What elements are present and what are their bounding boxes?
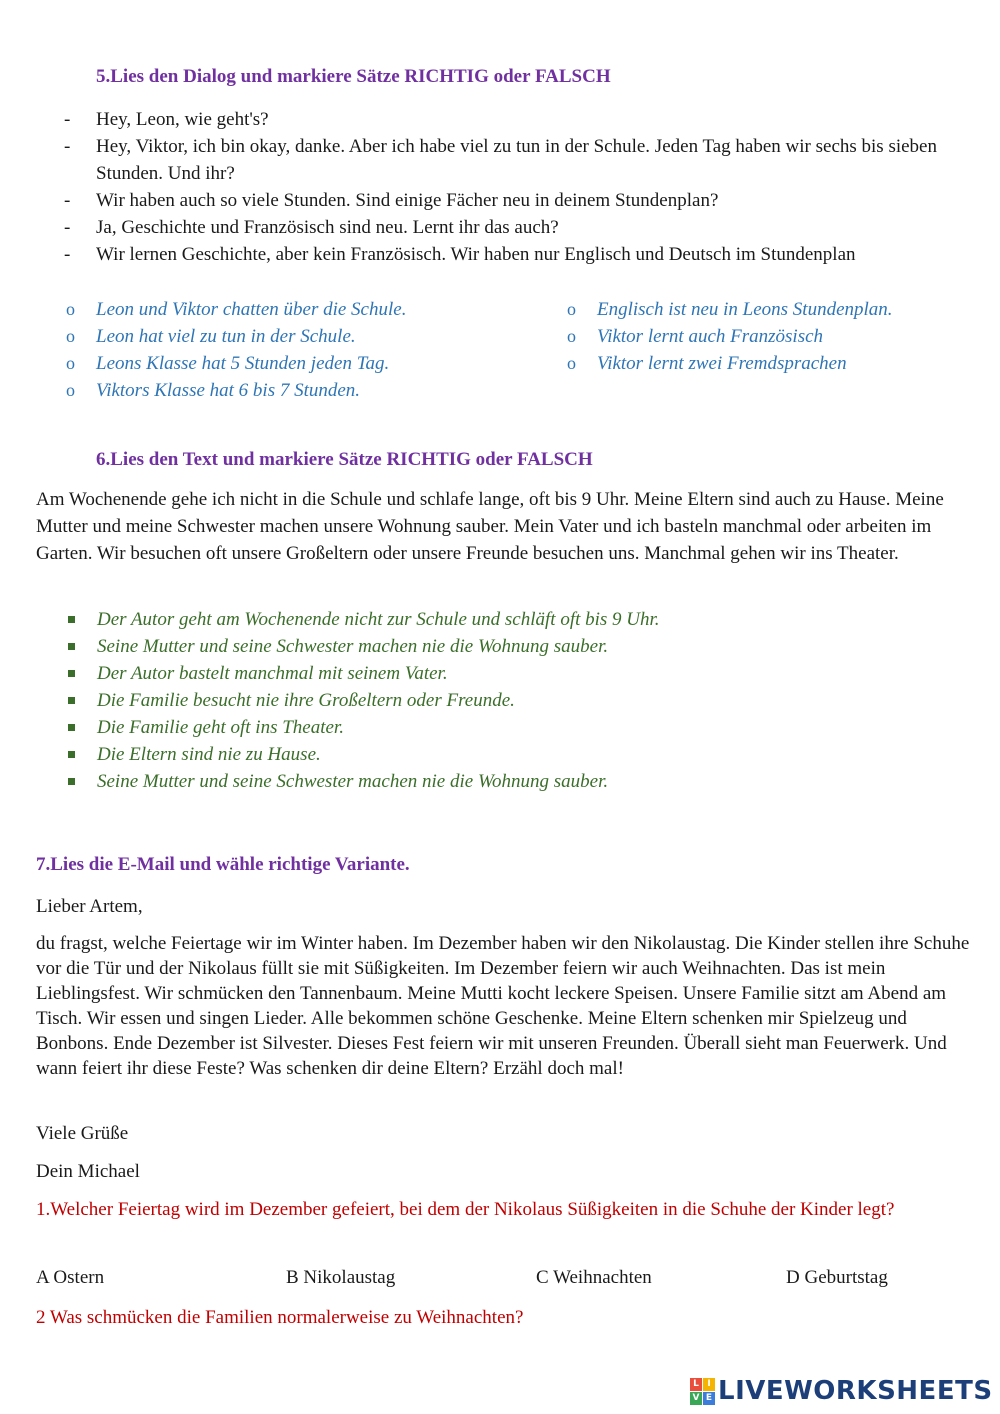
- statement-item[interactable]: Seine Mutter und seine Schwester machen nie die Wohnung sauber.: [64, 768, 660, 795]
- square-bullet-icon: [68, 670, 75, 677]
- option-item[interactable]: o Viktor lernt zwei Fremdsprachen: [567, 350, 893, 377]
- email-greeting: Lieber Artem,: [36, 896, 143, 917]
- option-item[interactable]: o Englisch ist neu in Leons Stundenplan.: [567, 296, 893, 323]
- square-bullet-icon: [68, 724, 75, 731]
- email-closing: Viele Grüße: [36, 1123, 129, 1144]
- section5-heading: 5.Lies den Dialog und markiere Sätze RICHTIG oder FALSCH: [96, 66, 611, 87]
- square-bullet-icon: [68, 751, 75, 758]
- dialog-line: - Wir haben auch so viele Stunden. Sind einige Fächer neu in deinem Stundenplan?: [64, 190, 719, 211]
- question-2: 2 Was schmücken die Familien normalerweise zu Weihnachten?: [36, 1307, 524, 1328]
- logo-text: LIVEWORKSHEETS: [718, 1376, 993, 1406]
- statement-item[interactable]: Der Autor geht am Wochenende nicht zur Schule und schläft oft bis 9 Uhr.: [64, 606, 660, 633]
- statement-item[interactable]: Der Autor bastelt manchmal mit seinem Vater.: [64, 660, 660, 687]
- answer-option[interactable]: B Nikolaustag: [286, 1267, 396, 1288]
- statement-item[interactable]: Die Familie besucht nie ihre Großeltern oder Freunde.: [64, 687, 660, 714]
- answer-option[interactable]: D Geburtstag: [786, 1267, 888, 1288]
- dialog-line: - Ja, Geschichte und Französisch sind neu. Lernt ihr das auch?: [64, 217, 559, 238]
- statements-list: [64, 606, 660, 795]
- section6-text: Am Wochenende gehe ich nicht in die Schule und schlafe lange, oft bis 9 Uhr. Meine Eltern sind auch zu Hause. Meine Mutter und meine Schwester machen unsere Wohnung sauber. Mein Vater und ich basteln manchmal oder arbeiten im Garten. Wir besuchen oft unsere Großeltern oder unsere Freunde besuchen uns. Manchmal gehen wir ins Theater.: [36, 489, 944, 564]
- option-item[interactable]: o Viktors Klasse hat 6 bis 7 Stunden.: [66, 377, 406, 404]
- dialog-line: - Wir lernen Geschichte, aber kein Französisch. Wir haben nur Englisch und Deutsch im Stundenplan: [64, 244, 856, 265]
- options-left: [66, 296, 406, 404]
- statement-item[interactable]: Die Familie geht oft ins Theater.: [64, 714, 660, 741]
- dialog-line: - Hey, Leon, wie geht's?: [64, 109, 269, 130]
- option-item[interactable]: o Viktor lernt auch Französisch: [567, 323, 893, 350]
- email-signature: Dein Michael: [36, 1161, 140, 1182]
- answer-option[interactable]: A Ostern: [36, 1267, 105, 1288]
- statement-item[interactable]: Die Eltern sind nie zu Hause.: [64, 741, 660, 768]
- question-1: 1.Welcher Feiertag wird im Dezember gefeiert, bei dem der Nikolaus Süßigkeiten in die Schuhe der Kinder legt?: [36, 1199, 895, 1220]
- liveworksheets-logo: [690, 1376, 993, 1406]
- logo-mark-icon: L I V E: [690, 1378, 715, 1405]
- option-item[interactable]: o Leon hat viel zu tun in der Schule.: [66, 323, 406, 350]
- dialog: [64, 106, 984, 268]
- email-body: du fragst, welche Feiertage wir im Winter haben. Im Dezember haben wir den Nikolaustag. Die Kinder stellen ihre Schuhe vor die Tür und der Nikolaus füllt sie mit Süßigkeiten. Im Dezember feiern wir auch Weihnachten. Das ist mein Lieblingsfest. Wir schmücken den Tannenbaum. Meine Mutti kocht leckere Speisen. Unsere Familie sitzt am Abend am Tisch. Wir essen und singen Lieder. Alle bekommen schöne Geschenke. Meine Eltern schenken mir Spielzeug und Bonbons. Ende Dezember ist Silvester. Dieses Fest feiern wir mit unseren Freunden. Überall sieht man Feuerwerk. Und wann feiert ihr diese Feste? Was schenken dir deine Eltern? Erzähl doch mal!: [36, 933, 970, 1079]
- options-right: [567, 296, 893, 377]
- square-bullet-icon: [68, 616, 75, 623]
- circle-bullet-icon: o: [66, 326, 75, 346]
- circle-bullet-icon: o: [567, 326, 576, 346]
- answer-option[interactable]: C Weihnachten: [536, 1267, 652, 1288]
- dialog-line: - Hey, Viktor, ich bin okay, danke. Aber ich habe viel zu tun in der Schule. Jeden Tag haben wir sechs bis sieben Stunden. Und ihr?: [64, 136, 937, 184]
- statement-item[interactable]: Seine Mutter und seine Schwester machen nie die Wohnung sauber.: [64, 633, 660, 660]
- section7-heading: 7.Lies die E-Mail und wähle richtige Variante.: [36, 854, 410, 875]
- square-bullet-icon: [68, 697, 75, 704]
- square-bullet-icon: [68, 778, 75, 785]
- circle-bullet-icon: o: [66, 353, 75, 373]
- circle-bullet-icon: o: [66, 380, 75, 400]
- circle-bullet-icon: o: [567, 353, 576, 373]
- square-bullet-icon: [68, 643, 75, 650]
- circle-bullet-icon: o: [66, 299, 75, 319]
- option-item[interactable]: o Leon und Viktor chatten über die Schule.: [66, 296, 406, 323]
- section6-heading: 6.Lies den Text und markiere Sätze RICHTIG oder FALSCH: [96, 449, 593, 470]
- option-item[interactable]: o Leons Klasse hat 5 Stunden jeden Tag.: [66, 350, 406, 377]
- circle-bullet-icon: o: [567, 299, 576, 319]
